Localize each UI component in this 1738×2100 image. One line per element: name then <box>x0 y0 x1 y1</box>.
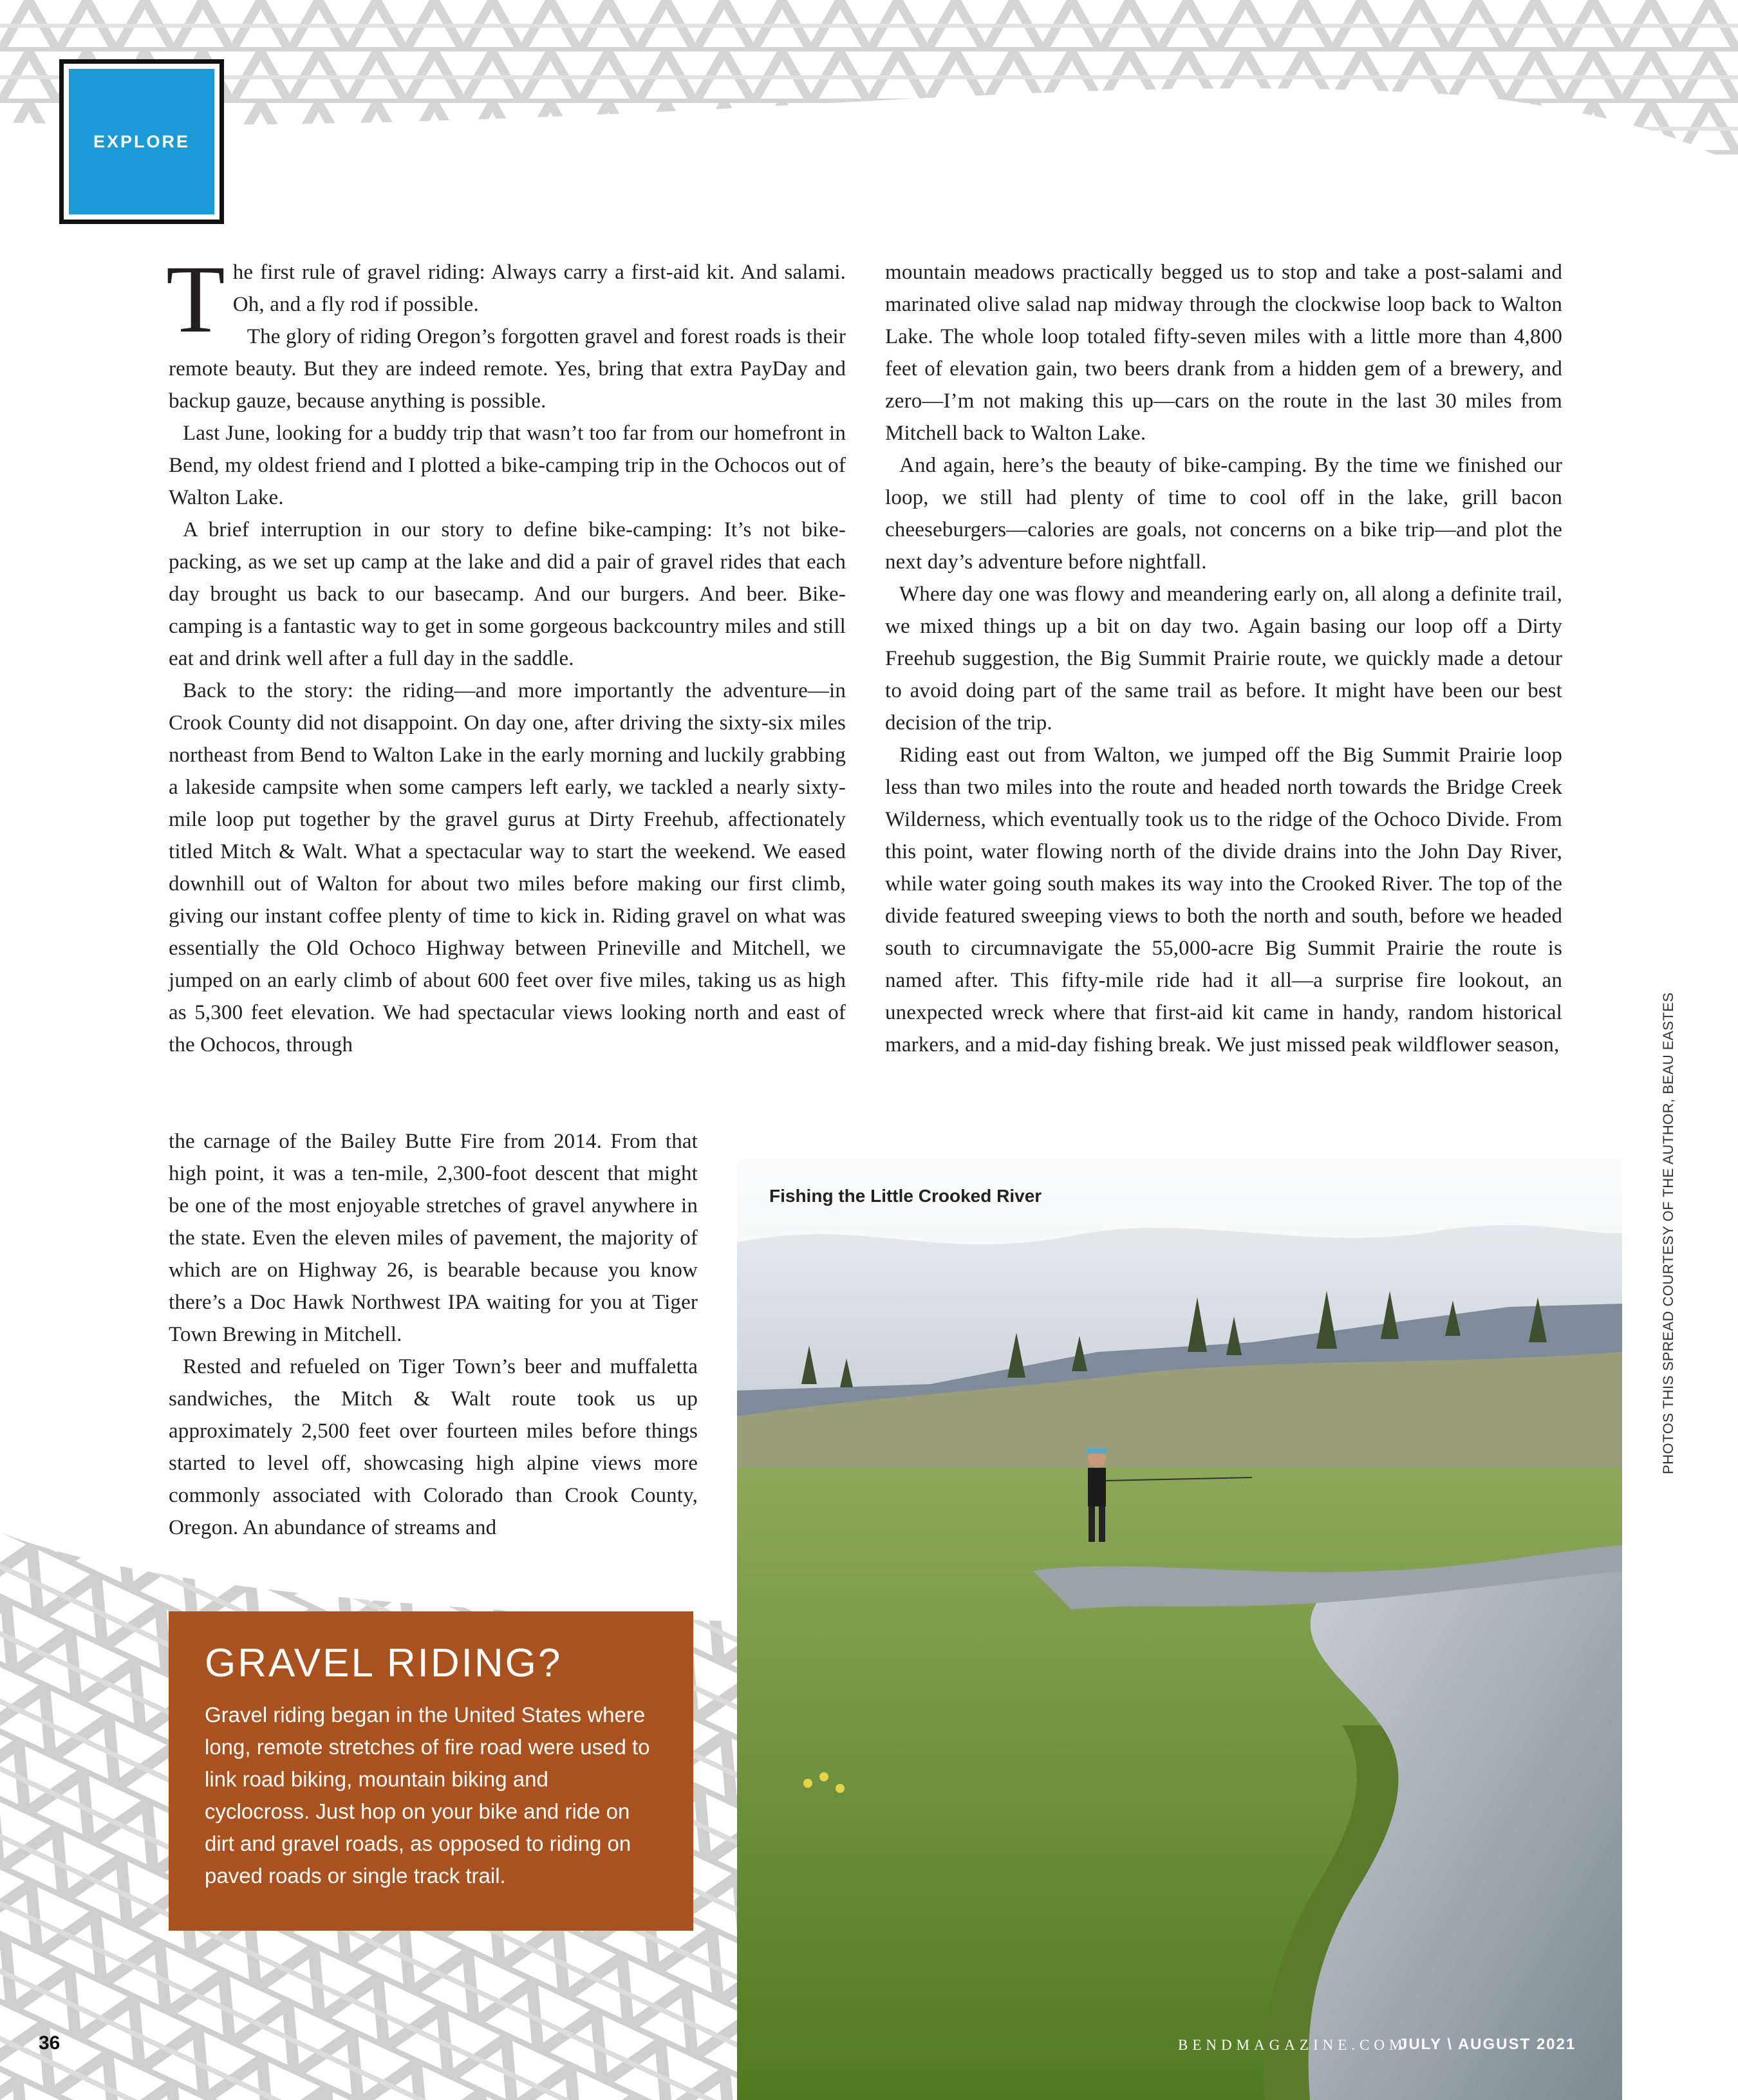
article-paragraph: Where day one was flowy and meandering early on, all along a definite trail, we mixed things up a bit on day two. Again basing our loop off a Dirty Freehub suggestion, the Big Summit Prairie route, we quickly made a detour to avoid doing part of the same trail as before. It might have been our best decision of the trip. <box>885 583 1562 735</box>
page-number: 36 <box>39 2032 61 2054</box>
tire-tread-decoration-top <box>0 0 1738 193</box>
footer-issue: JULY \ AUGUST 2021 <box>1399 2036 1576 2053</box>
section-tag-fill <box>69 69 214 214</box>
article-paragraph: And again, here’s the beauty of bike-camping. By the time we finished our loop, we still had plenty of time to cool off in the lake, grill bacon cheeseburgers—calories are goals, not concerns on a bike trip—and plot the next day’s adventure before nightfall. <box>885 454 1562 574</box>
river-fishing-photo <box>737 1159 1622 2100</box>
sidebar-text: Gravel riding began in the United States where long, remote stretches of fire road were used to link road biking, mountain biking and cyclocross. Just hop on your bike and ride on dirt and gravel roads, as opposed to riding on paved roads or single track trail. <box>205 1703 650 1888</box>
sidebar-box <box>169 1611 693 1931</box>
article-paragraph: Last June, looking for a buddy trip that wasn’t too far from our homefront in Bend, my oldest friend and I plotted a bike-camping trip in the Ochocos out of Walton Lake. <box>169 422 846 509</box>
article-paragraph: Rested and refueled on Tiger Town’s beer and muffaletta sandwiches, the Mitch & Walt route took us up approximately 2,500 feet over fourteen miles before things started to level off, showcasing high alpine views more commonly associated with Colorado than Crook County, Oregon. An abundance of streams and <box>169 1355 698 1539</box>
article-paragraph: A brief interruption in our story to define bike-camping: It’s not bike-packing, as we set up camp at the lake and did a pair of gravel rides that each day brought us back to our basecamp. And our burgers. And beer. Bike-camping is a fantastic way to get in some gorgeous backcountry miles and still eat and drink well after a full day in the saddle. <box>169 518 846 670</box>
article-paragraph: mountain meadows practically begged us to stop and take a post-salami and marinated olive salad nap midway through the clockwise loop back to Walton Lake. The whole loop totaled fifty-seven miles with a little more than 4,800 feet of elevation gain, two beers drank from a hidden gem of a brewery, and zero—I’m not making this up—cars on the route in the last 30 miles from Mitchell back to Walton Lake. <box>885 261 1562 445</box>
article-column-right <box>885 256 1562 1061</box>
article-column-narrow <box>169 1125 698 1544</box>
drop-cap: T <box>166 246 225 353</box>
article-column-left <box>166 246 846 1061</box>
article-paragraph: The glory of riding Oregon’s forgotten gravel and forest roads is their remote beauty. But they are indeed remote. Yes, bring that extra PayDay and backup gauze, because anything is possible. <box>169 325 846 413</box>
section-label: EXPLORE <box>93 131 191 151</box>
sidebar-title: GRAVEL RIDING? <box>205 1641 563 1685</box>
article-paragraph: Back to the story: the riding—and more importantly the adventure—in Crook County did not disappoint. On day one, after driving the sixty-six miles northeast from Bend to Walton Lake in the early morning and luckily grabbing a lakeside campsite when some campers left early, we tackled a nearly sixty-mile loop put together by the gravel gurus at Dirty Freehub, affectionately titled Mitch & Walt. What a spectacular way to start the weekend. We eased downhill out of Walton for about two miles before making our first climb, giving our instant coffee plenty of time to kick in. Riding gravel on what was essentially the Old Ochoco Highway between Prineville and Mitchell, we jumped on an early climb of about 600 feet over five miles, taking us as high as 5,300 feet elevation. We had spectacular views looking north and east of the Ochocos, through <box>169 679 846 1056</box>
paragraph-text: he first rule of gravel riding: Always carry a first-aid kit. And salami. Oh, and a fly rod if possible. <box>232 261 846 316</box>
footer-site: BENDMAGAZINE.COM <box>1178 2037 1407 2053</box>
section-tag <box>59 59 224 224</box>
article-paragraph <box>166 246 846 353</box>
photo-caption: Fishing the Little Crooked River <box>769 1186 1042 1206</box>
photo-credit: PHOTOS THIS SPREAD COURTESY OF THE AUTHOR, BEAU EASTES <box>1660 992 1676 1474</box>
article-paragraph: the carnage of the Bailey Butte Fire from 2014. From that high point, it was a ten-mile, 2,300-foot descent that might be one of the most enjoyable stretches of gravel anywhere in the state. Even the eleven miles of pavement, the majority of which are on Highway 26, is bearable because you know there’s a Doc Hawk Northwest IPA waiting for you at Tiger Town Brewing in Mitchell. <box>169 1130 698 1346</box>
article-paragraph: Riding east out from Walton, we jumped off the Big Summit Prairie loop less than two miles into the route and headed north towards the Bridge Creek Wilderness, which eventually took us to the ridge of the Ochoco Divide. From this point, water flowing north of the divide drains into the John Day River, while water going south makes its way into the Crooked River. The top of the divide featured sweeping views to both the north and south, before we headed south to circumnavigate the 55,000-acre Big Summit Prairie the route is named after. This fifty-mile ride had it all—a surprise fire lookout, an unexpected wreck where that first-aid kit came in handy, random historical markers, and a mid-day fishing break. We just missed peak wildflower season, <box>885 744 1562 1056</box>
